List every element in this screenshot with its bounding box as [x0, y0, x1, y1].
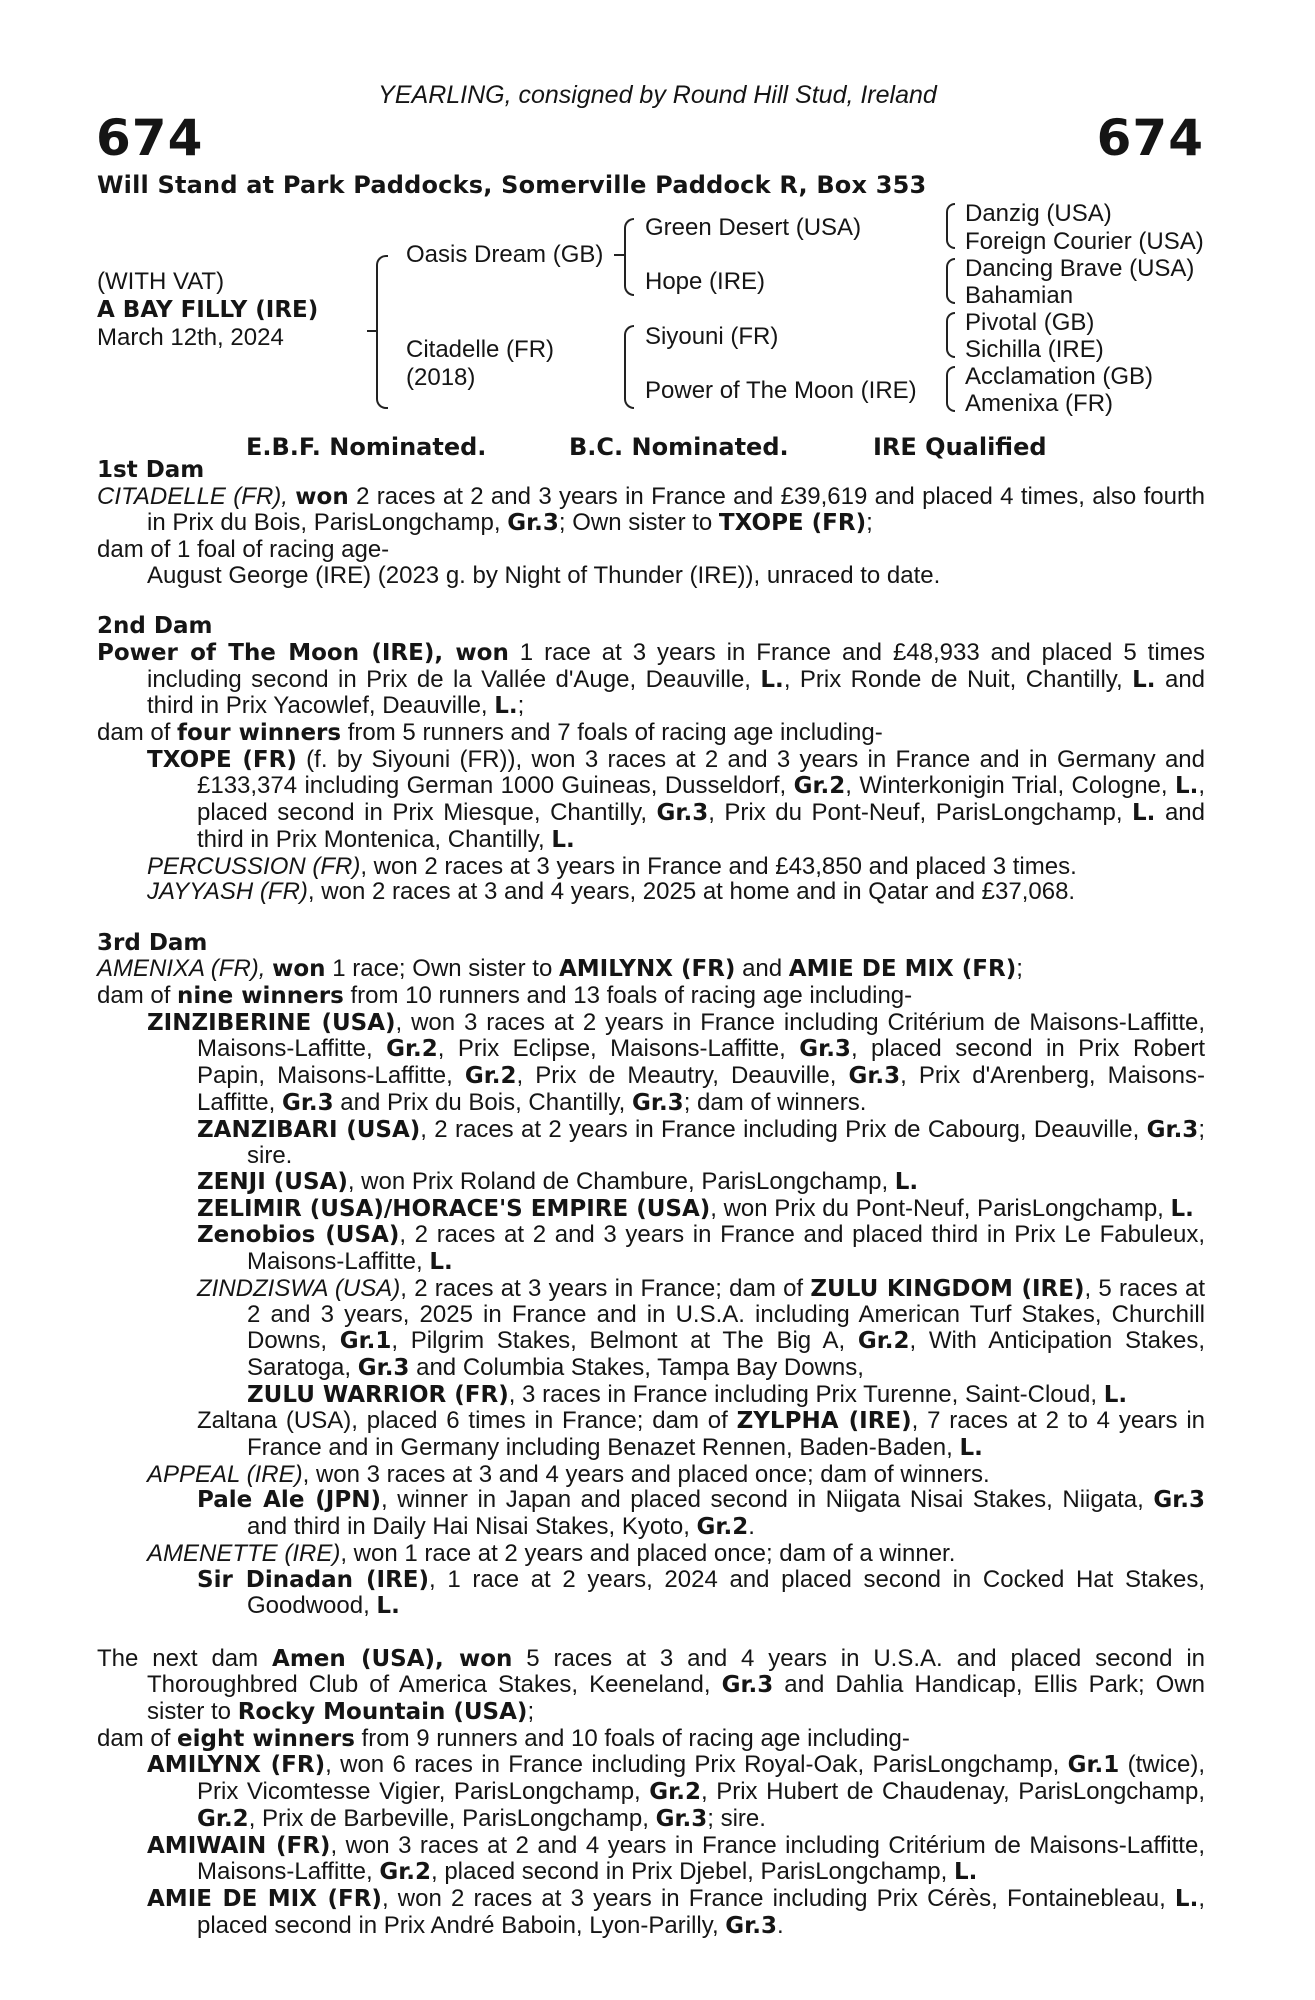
second-dam-record: Power of The Moon (IRE), won 1 race at 3 years in France and £48,933 and placed 5 times including second in Prix de la Vallée d'Auge, Deauville, L., Prix Ronde de Nuit, Chantilly, L. and third in Prix Yacowlef, Deauville, L.;: [97, 638, 1206, 720]
brace-tip: [614, 254, 624, 256]
great-grandparent: Foreign Courier (USA): [965, 228, 1204, 255]
great-grandparent: Bahamian: [965, 282, 1074, 309]
brace-sire: [624, 218, 634, 296]
next-dam-record: The next dam Amen (USA), won 5 races at 3 and 4 years in U.S.A. and placed second in Thoroughbred Club of America Stakes, Keeneland, Gr.3 and Dahlia Handicap, Ellis Park; Own sister to Rocky Mountain (USA);: [97, 1644, 1206, 1725]
brace-gg3: [946, 312, 955, 358]
sire-sire: Green Desert (USA): [645, 214, 862, 241]
first-dam-produce: dam of 1 foal of racing age-: [97, 536, 390, 564]
produce-entry: AMIE DE MIX (FR), won 2 races at 3 years in France including Prix Cérès, Fontainebleau, L., placed second in Prix André Baboin, Lyon-Parilly, Gr.3.: [147, 1884, 1205, 1939]
produce-entry: AMIWAIN (FR), won 3 races at 2 and 4 years in France including Critérium de Maisons-Laffitte, Maisons-Laffitte, Gr.2, placed second in Prix Djebel, ParisLongchamp, L.: [147, 1831, 1205, 1886]
next-dam-produce: dam of eight winners from 9 runners and 10 foals of racing age including-: [97, 1724, 910, 1752]
second-dam-produce: dam of four winners from 5 runners and 7 foals of racing age including-: [97, 719, 883, 747]
brace-gg4: [946, 366, 955, 412]
produce-entry: ZELIMIR (USA)/HORACE'S EMPIRE (USA), won Prix du Pont-Neuf, ParisLongchamp, L.: [197, 1194, 1194, 1222]
produce-entry: AMENETTE (IRE), won 1 race at 2 years and placed once; dam of a winner.: [147, 1539, 956, 1567]
lot-number-left: 674: [96, 109, 204, 167]
produce-entry: Sir Dinadan (IRE), 1 race at 2 years, 2024 and placed second in Cocked Hat Stakes, Goodwood, L.: [197, 1565, 1206, 1620]
produce-entry: TXOPE (FR) (f. by Siyouni (FR)), won 3 races at 2 and 3 years in France and in Germany and £133,374 including German 1000 Guineas, Dusseldorf, Gr.2, Winterkonigin Trial, Cologne, L., placed second in Prix Miesque, Chantilly, Gr.3, Prix du Pont-Neuf, ParisLongchamp, L. and third in Prix Montenica, Chantilly, L.: [147, 745, 1206, 853]
produce-entry: PERCUSSION (FR), won 2 races at 3 years in France and £43,850 and placed 3 times.: [147, 852, 1077, 880]
dam-dam: Power of The Moon (IRE): [645, 377, 917, 404]
third-dam-record: AMENIXA (FR), won 1 race; Own sister to AMILYNX (FR) and AMIE DE MIX (FR);: [97, 955, 1023, 983]
produce-entry: AMILYNX (FR), won 6 races in France including Prix Royal-Oak, ParisLongchamp, Gr.1 (twice), Prix Vicomtesse Vigier, ParisLongchamp, Gr.2, Prix Hubert de Chaudenay, ParisLongchamp, Gr.2, Prix de Barbeville, ParisLongchamp, Gr.3; sire.: [147, 1751, 1205, 1832]
produce-entry: ZINDZISWA (USA), 2 races at 3 years in France; dam of ZULU KINGDOM (IRE), 5 races at 2 and 3 years, 2025 in France and in U.S.A. including American Turf Stakes, Churchill Downs, Gr.1, Pilgrim Stakes, Belmont at The Big A, Gr.2, With Anticipation Stakes, Saratoga, Gr.3 and Columbia Stakes, Tampa Bay Downs,: [197, 1274, 1205, 1381]
consignment-line: YEARLING, consigned by Round Hill Stud, Ireland: [378, 81, 937, 109]
dam-year: (2018): [406, 364, 476, 391]
brace-gg2: [946, 258, 955, 304]
third-dam-produce: dam of nine winners from 10 runners and 13 foals of racing age including-: [97, 982, 913, 1010]
brace-dam: [624, 325, 634, 409]
second-dam-heading: 2nd Dam: [97, 613, 213, 640]
produce-entry: Zenobios (USA), 2 races at 2 and 3 years in France and placed third in Prix Le Fabuleux, Maisons-Laffitte, L.: [197, 1221, 1205, 1276]
catalogue-text: [97, 458, 1205, 1939]
sire: Oasis Dream (GB): [406, 241, 604, 268]
produce-entry: ZINZIBERINE (USA), won 3 races at 2 years in France including Critérium de Maisons-Laffitte, Maisons-Laffitte, Gr.2, Prix Eclipse, Maisons-Laffitte, Gr.3, placed second in Prix Robert Papin, Maisons-Laffitte, Gr.2, Prix de Meautry, Deauville, Gr.3, Prix d'Arenberg, Maisons-Laffitte, Gr.3 and Prix du Bois, Chantilly, Gr.3; dam of winners.: [147, 1008, 1206, 1116]
horse-name: A BAY FILLY (IRE): [97, 297, 319, 323]
produce-entry: ZENJI (USA), won Prix Roland de Chambure, ParisLongchamp, L.: [197, 1167, 919, 1195]
produce-entry: APPEAL (IRE), won 3 races at 3 and 4 years and placed once; dam of winners.: [147, 1460, 990, 1488]
great-grandparent: Danzig (USA): [965, 200, 1112, 227]
sire-dam: Hope (IRE): [645, 268, 766, 295]
dam-sire: Siyouni (FR): [645, 323, 779, 350]
great-grandparent: Amenixa (FR): [965, 390, 1114, 417]
produce-entry: ZULU WARRIOR (FR), 3 races in France including Prix Turenne, Saint-Cloud, L.: [247, 1380, 1128, 1408]
ebf-nomination: E.B.F. Nominated.: [246, 433, 487, 461]
brace-parents: [376, 255, 388, 409]
first-dam-record: CITADELLE (FR), won 2 races at 2 and 3 years in France and £39,619 and placed 4 times, also fourth in Prix du Bois, ParisLongchamp, Gr.3; Own sister to TXOPE (FR);: [97, 482, 1205, 537]
great-grandparent: Pivotal (GB): [965, 309, 1095, 336]
first-dam-heading: 1st Dam: [97, 457, 205, 483]
produce-entry: Pale Ale (JPN), winner in Japan and placed second in Niigata Nisai Stakes, Niigata, Gr.3 and third in Daily Hai Nisai Stakes, Kyoto, Gr.2.: [197, 1486, 1205, 1541]
great-grandparent: Dancing Brave (USA): [965, 255, 1195, 282]
brace-gg1: [946, 203, 955, 249]
produce-entry: August George (IRE) (2023 g. by Night of Thunder (IRE)), unraced to date.: [147, 561, 941, 589]
vat-note: (WITH VAT): [97, 268, 225, 295]
lot-number-right: 674: [1096, 109, 1204, 167]
stable-location: Will Stand at Park Paddocks, Somerville Paddock R, Box 353: [97, 171, 927, 199]
produce-entry: JAYYASH (FR), won 2 races at 3 and 4 years, 2025 at home and in Qatar and £37,068.: [147, 878, 1076, 906]
bc-nomination: B.C. Nominated.: [569, 433, 789, 461]
great-grandparent: Sichilla (IRE): [965, 336, 1104, 363]
dam: Citadelle (FR): [406, 336, 555, 363]
ire-qualified: IRE Qualified: [873, 433, 1047, 461]
produce-entry: ZANZIBARI (USA), 2 races at 2 years in France including Prix de Cabourg, Deauville, Gr.3; sire.: [197, 1115, 1205, 1170]
produce-entry: Zaltana (USA), placed 6 times in France; dam of ZYLPHA (IRE), 7 races at 2 to 4 years in France and in Germany including Benazet Rennen, Baden-Baden, L.: [197, 1407, 1206, 1461]
foaled-date: March 12th, 2024: [97, 324, 284, 351]
brace-tip: [367, 330, 377, 332]
great-grandparent: Acclamation (GB): [965, 363, 1154, 390]
third-dam-heading: 3rd Dam: [97, 929, 208, 956]
